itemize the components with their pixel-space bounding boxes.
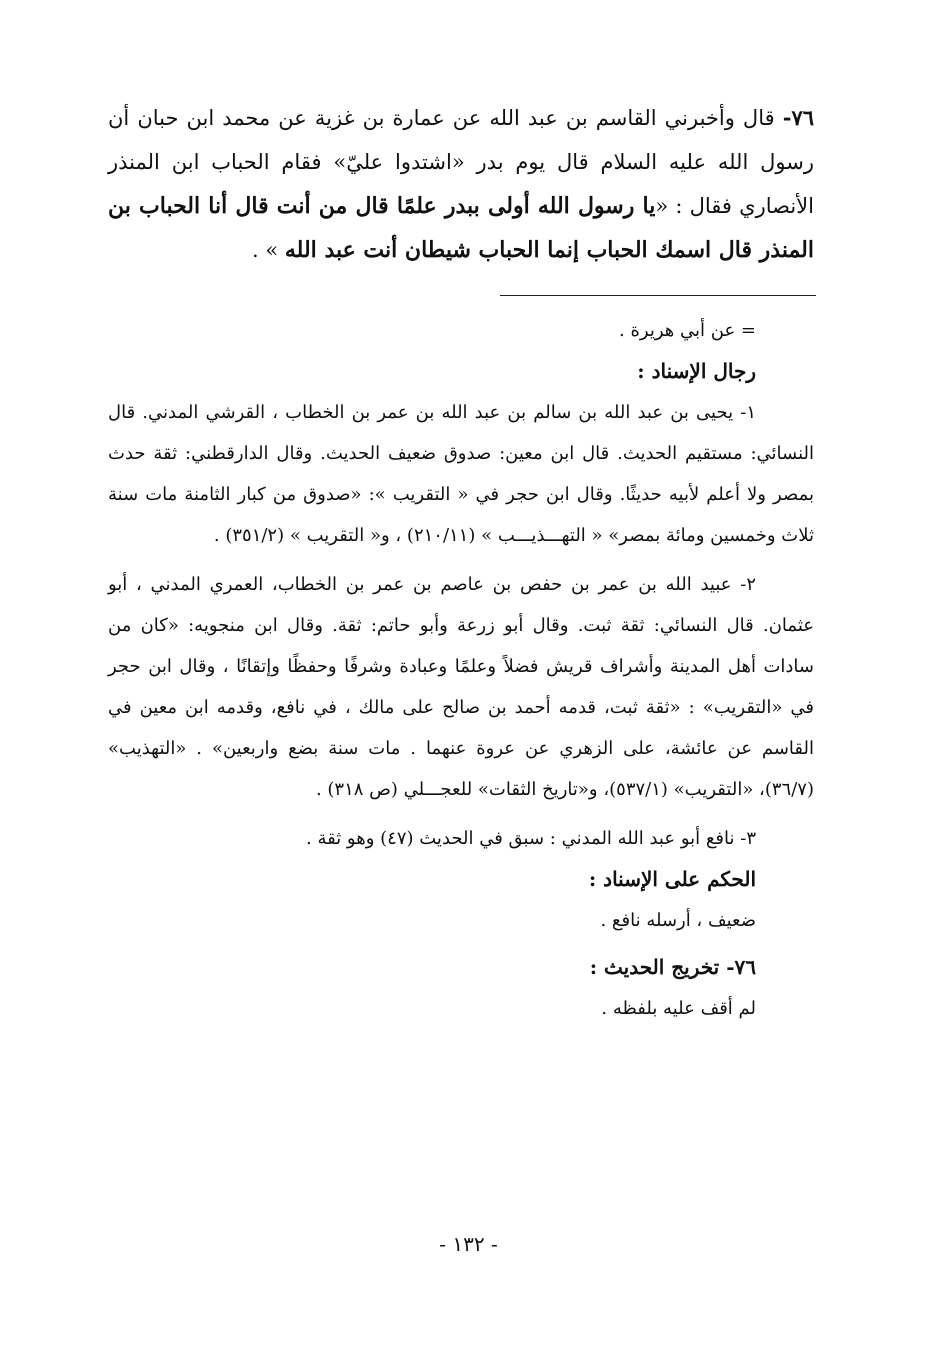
footnote-separator-line [500, 295, 816, 296]
footnotes-section [108, 310, 814, 1029]
ruling-text: ضعيف ، أرسله نافع . [600, 910, 756, 931]
hadith-bold-text: يا رسول الله أولى ببدر علمًا قال من أنت قال أنا الحباب بن المنذر قال اسمك الحباب إنما الحباب شيطان أنت عبد الله [108, 193, 814, 263]
hadith-text [108, 96, 814, 272]
takhrij-heading: ٧٦- تخريج الحديث : [589, 955, 756, 979]
takhrij-text: لم أقف عليه بلفظه . [601, 998, 756, 1019]
hadith-closing: » . [252, 238, 285, 262]
narrator-3-entry: ٣- نافع أبو عبد الله المدني : سبق في الحديث (٤٧) وهو ثقة . [306, 828, 756, 849]
narrator-2-entry: ٢- عبيد الله بن عمر بن حفص بن عاصم بن عمر بن الخطاب، العمري المدني ، أبو عثمان. قال النسائي: ثقة ثبت. وقال أبو زرعة وأبو حاتم: ثقة. وقال ابن منجويه: «كان من سادات أهل المدينة وأشراف قريش فضلاً وعلمًا وعبادة وشرفًا وحفظًا وإتقانًا ، وقال ابن حجر في «التقريب» : «ثقة ثبت، قدمه أحمد بن صالح على مالك ، في نافع، وقدمه ابن معين في القاسم عن عائشة، على الزهري عن عروة عنهما . مات سنة بضع واربعين» . «التهذيب» (٣٦/٧)، «التقريب» (٥٣٧/١)، و«تاريخ الثقات» للعجـــلي (ص ٣١٨) . [108, 574, 814, 800]
hadith-number: ٧٦- [782, 105, 814, 130]
footnote-continuation: = عن أبي هريرة . [619, 320, 756, 341]
page-number: - ١٣٢ - [439, 1232, 498, 1256]
ruling-heading: الحكم على الإسناد : [588, 867, 756, 891]
narrators-heading: رجال الإسناد : [637, 359, 756, 383]
narrator-1-entry: ١- يحيى بن عبد الله بن سالم بن عبد الله بن عمر بن الخطاب ، القرشي المدني. قال النسائي: مستقيم الحديث. قال ابن معين: صدوق ضعيف الحديث. وقال الدارقطني: ثقة حدث بمصر ولا أعلم لأبيه حديثًا. وقال ابن حجر في « التقريب »: «صدوق من كبار الثامنة مات سنة ثلاث وخمسين ومائة بمصر» « التهـــذيـــب » (٢١٠/١١) ، و« التقريب » (٣٥١/٢) . [108, 402, 814, 546]
hadith-intro: قال وأخبرني القاسم بن عبد الله عن عمارة بن غزية عن محمد ابن حبان أن رسول الله عليه السلام قال يوم بدر «اشتدوا عليّ» فقام الحباب ابن المنذر الأنصاري فقال : « [108, 106, 814, 218]
